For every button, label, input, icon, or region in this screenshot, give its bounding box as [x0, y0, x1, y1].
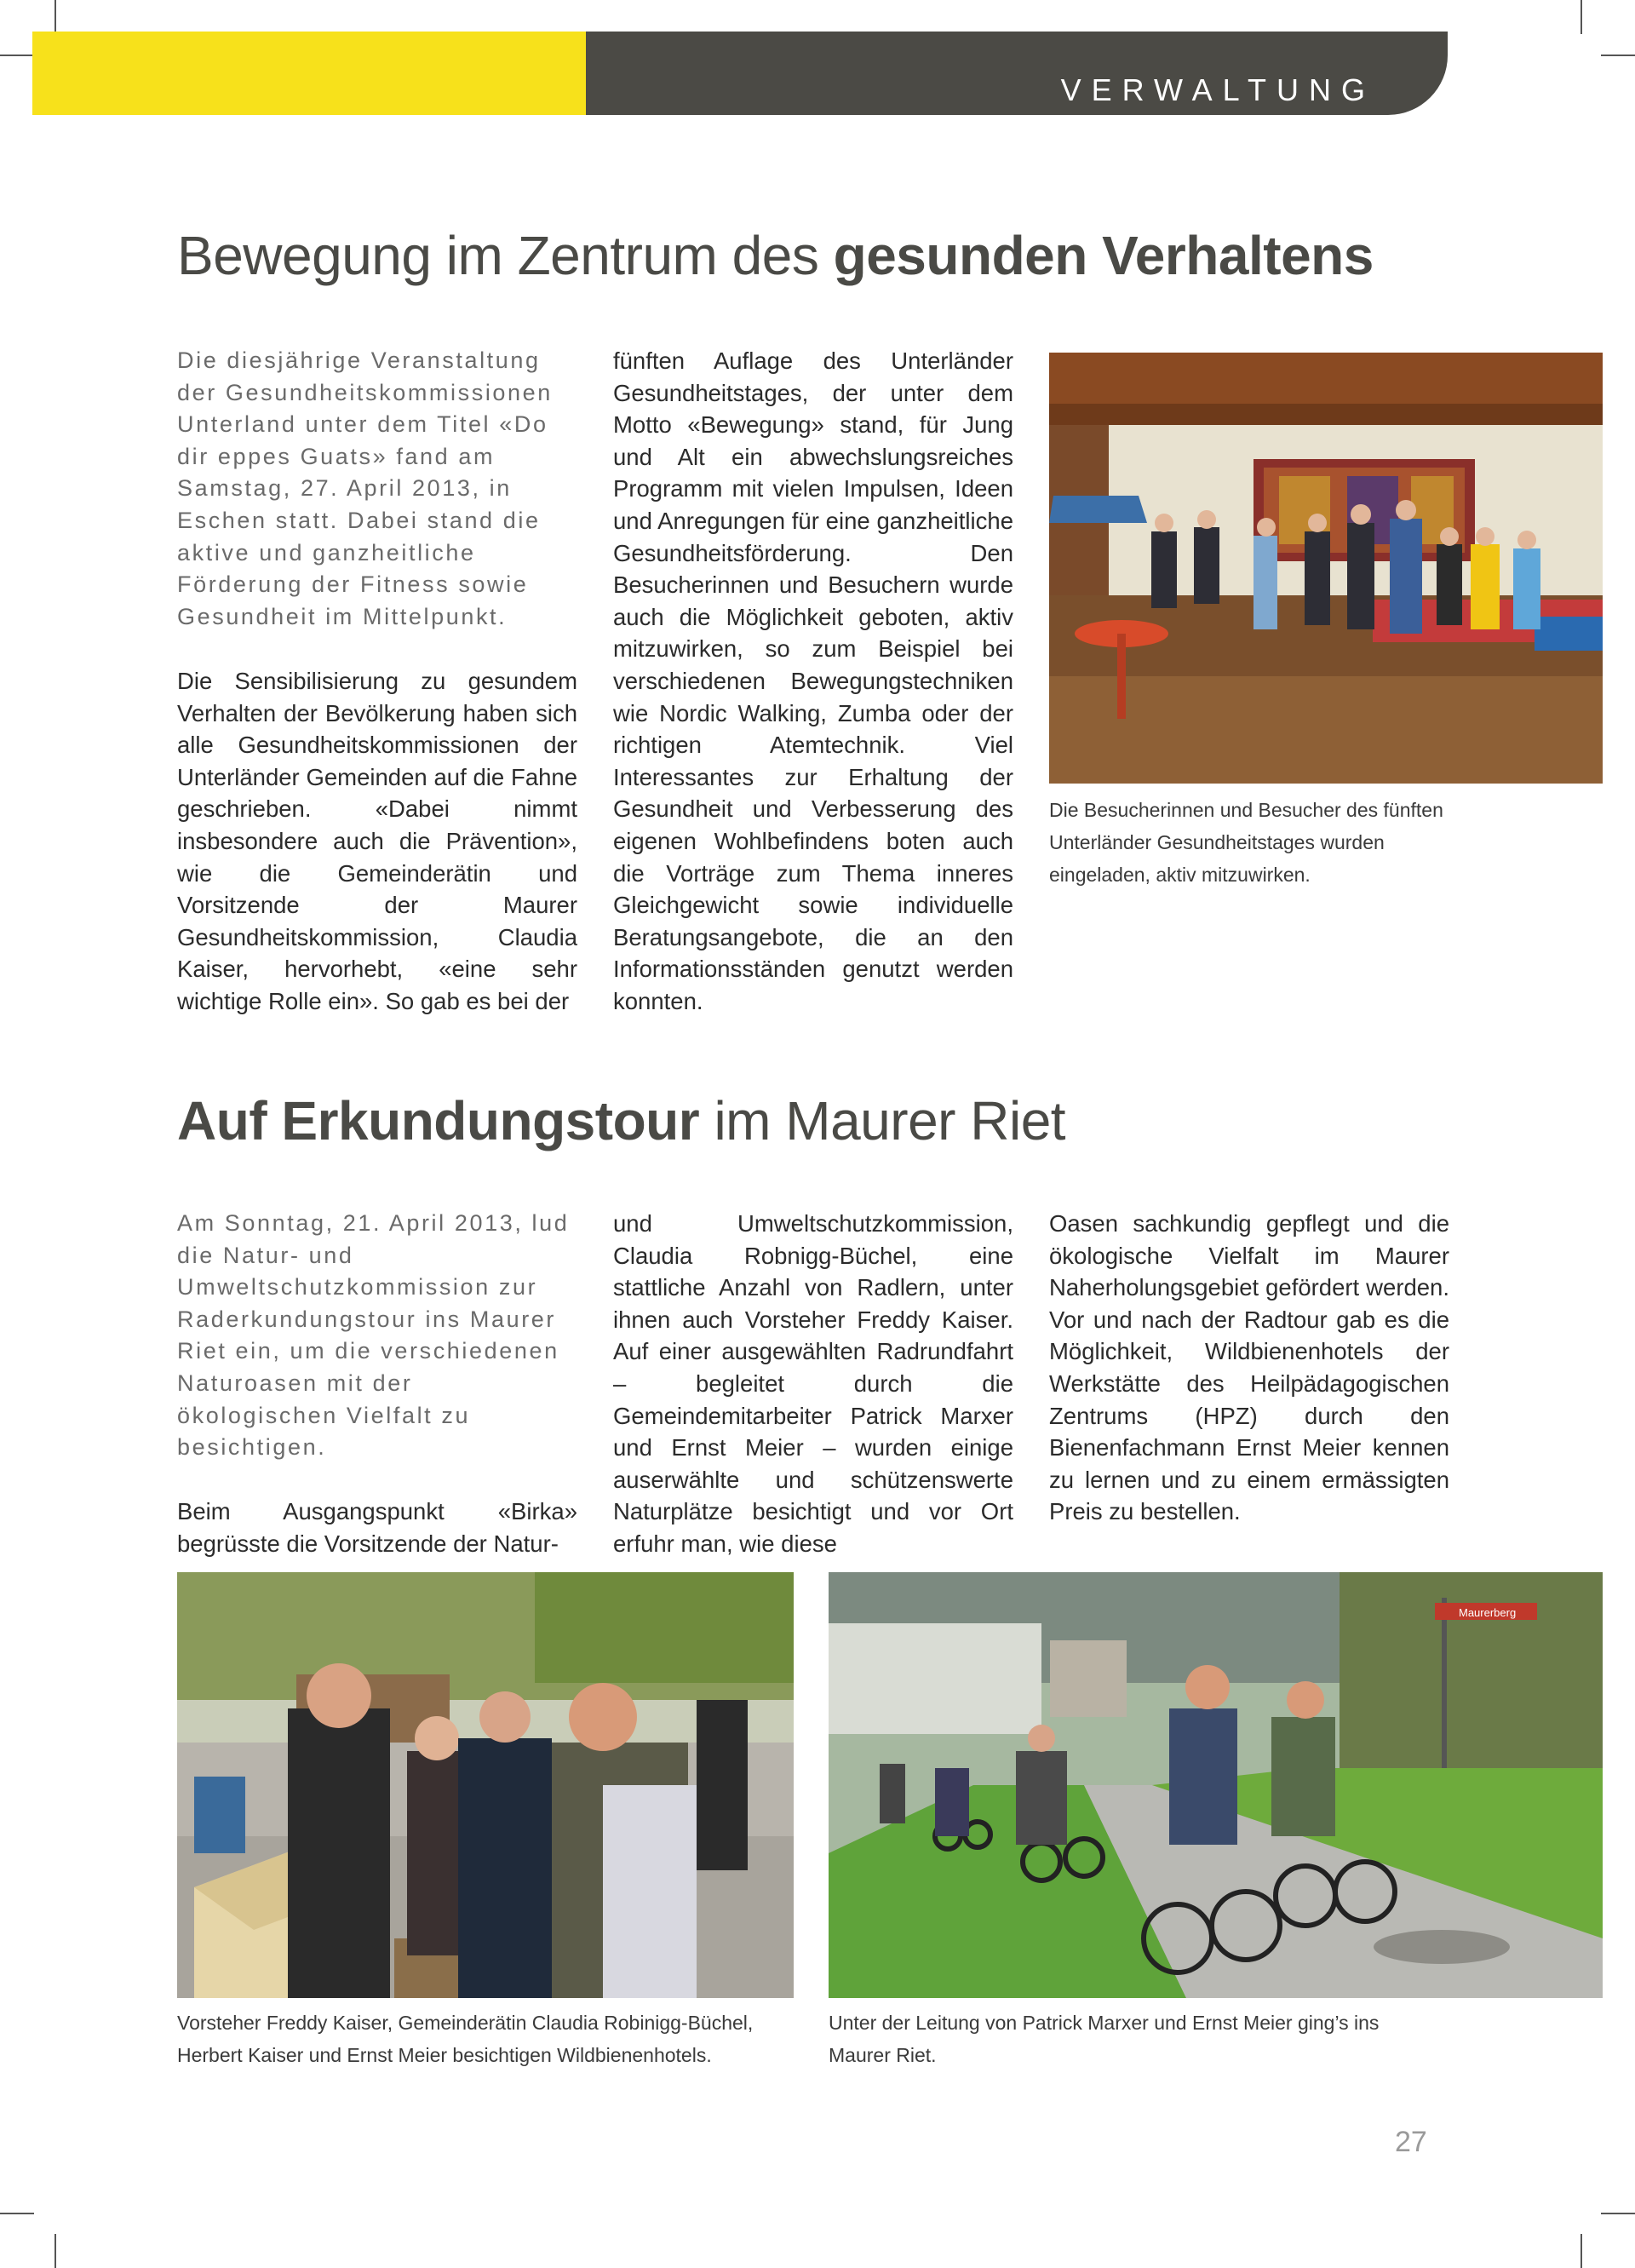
signpost-text: Maurerberg	[1459, 1606, 1517, 1619]
section-label: VERWALTUNG	[1060, 72, 1375, 107]
article2-photo-cyclists	[829, 1572, 1603, 1998]
article2-photo-left-caption: Vorsteher Freddy Kaiser, Gemeinderätin Claudia Robinigg-Büchel, Herbert Kaiser und Ernst Meier besichtigen Wildbienenhotels.	[177, 2012, 754, 2066]
article2-title-light: im Maurer Riet	[699, 1090, 1066, 1151]
article2-photo-right-caption: Unter der Leitung von Patrick Marxer und Ernst Meier ging’s ins Maurer Riet.	[829, 2012, 1380, 2066]
article2-column-3	[1049, 1208, 1449, 1528]
crop-mark-bottom-right-h	[1601, 2213, 1635, 2214]
header-yellow-bar	[32, 32, 586, 115]
article1-photo-caption: Die Besucherinnen und Besucher des fünften Unterländer Gesundheitstages wurden eingeladen, aktiv mitzuwirken.	[1049, 799, 1443, 886]
crop-mark-top-right-v	[1580, 0, 1582, 34]
article1-column-2	[613, 345, 1013, 1017]
article2-column-1	[177, 1208, 577, 1560]
article1-body-2: fünften Auflage des Unterländer Gesundheitstages, der unter dem Motto «Bewegung» stand, für Jung und Alt ein abwechslungsreiches Programm mit vielen Impulsen, Ideen und Anregungen für eine ganzheitliche Gesundheitsförderung. Den Besucherinnen und Besuchern wurde auch die Möglichkeit geboten, aktiv mitzuwirken, so zum Beispiel bei verschiedenen Bewegungstechniken wie Nordic Walking, Zumba oder der richtigen Atemtechnik. Viel Interessantes zur Erhaltung der Gesundheit und Verbesserung des eigenen Wohlbefindens boten auch die Vorträge zum Thema inneres Gleichgewicht sowie individuelle Beratungsangebote, die an den Informationsständen genutzt werden konnten.	[613, 347, 1013, 1014]
crop-mark-top-left-v	[54, 0, 56, 34]
article1-title-bold: gesunden Verhaltens	[833, 225, 1374, 286]
article1-lead: Die diesjährige Veranstaltung der Gesundheitskommissionen Unterland unter dem Titel «Do dir eppes Guats» fand am Samstag, 27. April 2013, in Eschen statt. Dabei stand die aktive und ganzheitliche Förderung der Fitness sowie Gesundheit im Mittelpunkt.	[177, 347, 553, 629]
article2-lead: Am Sonntag, 21. April 2013, lud die Natur- und Umweltschutzkommission zur Raderkundungstour ins Maurer Riet ein, um die verschiedenen Naturoasen mit der ökologischen Vielfalt zu besichtigen.	[177, 1210, 570, 1461]
crop-mark-bottom-left-h	[0, 2213, 34, 2214]
crop-mark-top-right-h	[1601, 55, 1635, 56]
page-number: 27	[1395, 2126, 1427, 2158]
crop-mark-bottom-left-v	[54, 2234, 56, 2268]
article2-title-bold: Auf Erkundungstour	[177, 1090, 700, 1151]
crop-mark-top-left-h	[0, 55, 34, 56]
article1-body-1: Die Sensibilisierung zu gesundem Verhalten der Bevölkerung haben sich alle Gesundheitskommissionen der Unterländer Gemeinden auf die Fahne geschrieben. «Dabei nimmt insbesondere auch die Prävention», wie die Gemeinderätin und Vorsitzende der Maurer Gesundheitskommission, Claudia Kaiser, hervorhebt, «eine sehr wichtige Rolle ein». So gab es bei der	[177, 667, 577, 1014]
article2-photo-bee-hotels	[177, 1572, 794, 1998]
article1-column-1	[177, 345, 577, 1017]
article2-title	[177, 1088, 1065, 1153]
article2-body-3: Oasen sachkundig gepflegt und die ökologische Vielfalt im Maurer Naherholungsgebiet gefördert werden. Vor und nach der Radtour gab es die Möglichkeit, Wildbienenhotels der Werkstätte des Heilpädagogischen Zentrums (HPZ) durch den Bienenfachmann Ernst Meier kennen zu lernen und zu einem ermässigten Preis zu bestellen.	[1049, 1210, 1449, 1525]
article1-photo-event-hall	[1049, 353, 1603, 784]
article2-body-2: und Umweltschutzkommission, Claudia Robnigg-Büchel, eine stattliche Anzahl von Radlern, unter ihnen auch Vorsteher Freddy Kaiser. Auf einer ausgewählten Radrundfahrt – begleitet durch die Gemeindemitarbeiter Patrick Marxer und Ernst Meier – wurden einige auserwählte und schützenswerte Naturplätze besichtigt und vor Ort erfuhr man, wie diese	[613, 1210, 1013, 1557]
article1-title-light: Bewegung im Zentrum des	[177, 225, 834, 286]
article1-title	[177, 223, 1374, 288]
article2-column-2	[613, 1208, 1013, 1560]
article2-body-1: Beim Ausgangspunkt «Birka» begrüsste die Vorsitzende der Natur-	[177, 1498, 577, 1557]
crop-mark-bottom-right-v	[1580, 2234, 1582, 2268]
